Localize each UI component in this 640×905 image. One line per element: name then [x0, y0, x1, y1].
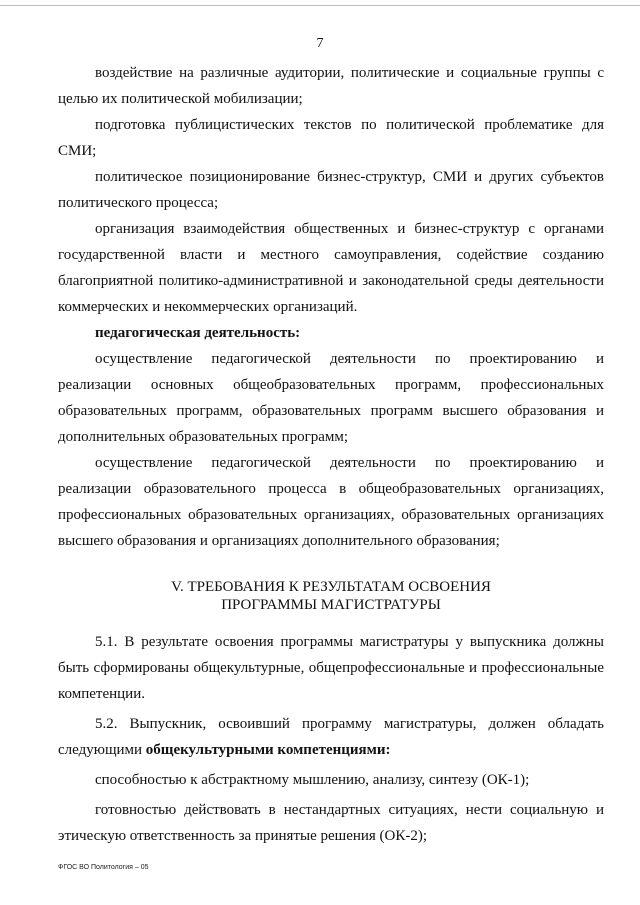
paragraph: политическое позиционирование бизнес-структур, СМИ и других субъектов политического процесса;: [58, 169, 604, 211]
competence-item: готовностью действовать в нестандартных ситуациях, нести социальную и этическую ответственность за принятые решения (ОК-2);: [58, 802, 604, 844]
paragraph-5-2: [58, 711, 604, 763]
paragraph: осуществление педагогической деятельности по проектированию и реализации основных общеобразовательных программ, профессиональных образовательных программ, образовательных программ высшего образования и дополнительных образовательных программ;: [58, 351, 604, 445]
paragraph-5-1: 5.1. В результате освоения программы магистратуры у выпускника должны быть сформированы общекультурные, общепрофессиональные и профессиональные компетенции.: [58, 634, 604, 702]
section-title: [58, 578, 604, 614]
pedagogical-heading: [58, 320, 604, 346]
section-title-line: ПРОГРАММЫ МАГИСТРАТУРЫ: [221, 597, 441, 613]
competence-item: способностью к абстрактному мышлению, анализу, синтезу (ОК-1);: [95, 772, 530, 788]
paragraph: осуществление педагогической деятельности по проектированию и реализации образовательного процесса в общеобразовательных организациях, профессиональных образовательных организациях, образовательных организациях высшего образования и организациях дополнительного образования;: [58, 455, 604, 549]
section-title-line: V. ТРЕБОВАНИЯ К РЕЗУЛЬТАТАМ ОСВОЕНИЯ: [171, 579, 491, 595]
footer-text: ФГОС ВО Политология – 05: [58, 864, 149, 871]
paragraph-5-2-bold: общекультурными компетенциями:: [145, 742, 391, 758]
paragraph: подготовка публицистических текстов по политической проблематике для СМИ;: [58, 117, 604, 159]
paragraph-5-2-text: 5.2. Выпускник, освоивший программу магистратуры, должен обладать следующими: [58, 716, 604, 758]
page-content: [58, 60, 604, 849]
pedagogical-heading-text: педагогическая деятельность:: [95, 325, 301, 341]
paragraph: воздействие на различные аудитории, политические и социальные группы с целью их политической мобилизации;: [58, 65, 604, 107]
page-number: 7: [316, 36, 324, 51]
top-border-line: [0, 5, 640, 6]
paragraph: организация взаимодействия общественных и бизнес-структур с органами государственной власти и местного самоуправления, содействие созданию благоприятной политико-административной и законодательной среды деятельности коммерческих и некоммерческих организаций.: [58, 221, 604, 315]
